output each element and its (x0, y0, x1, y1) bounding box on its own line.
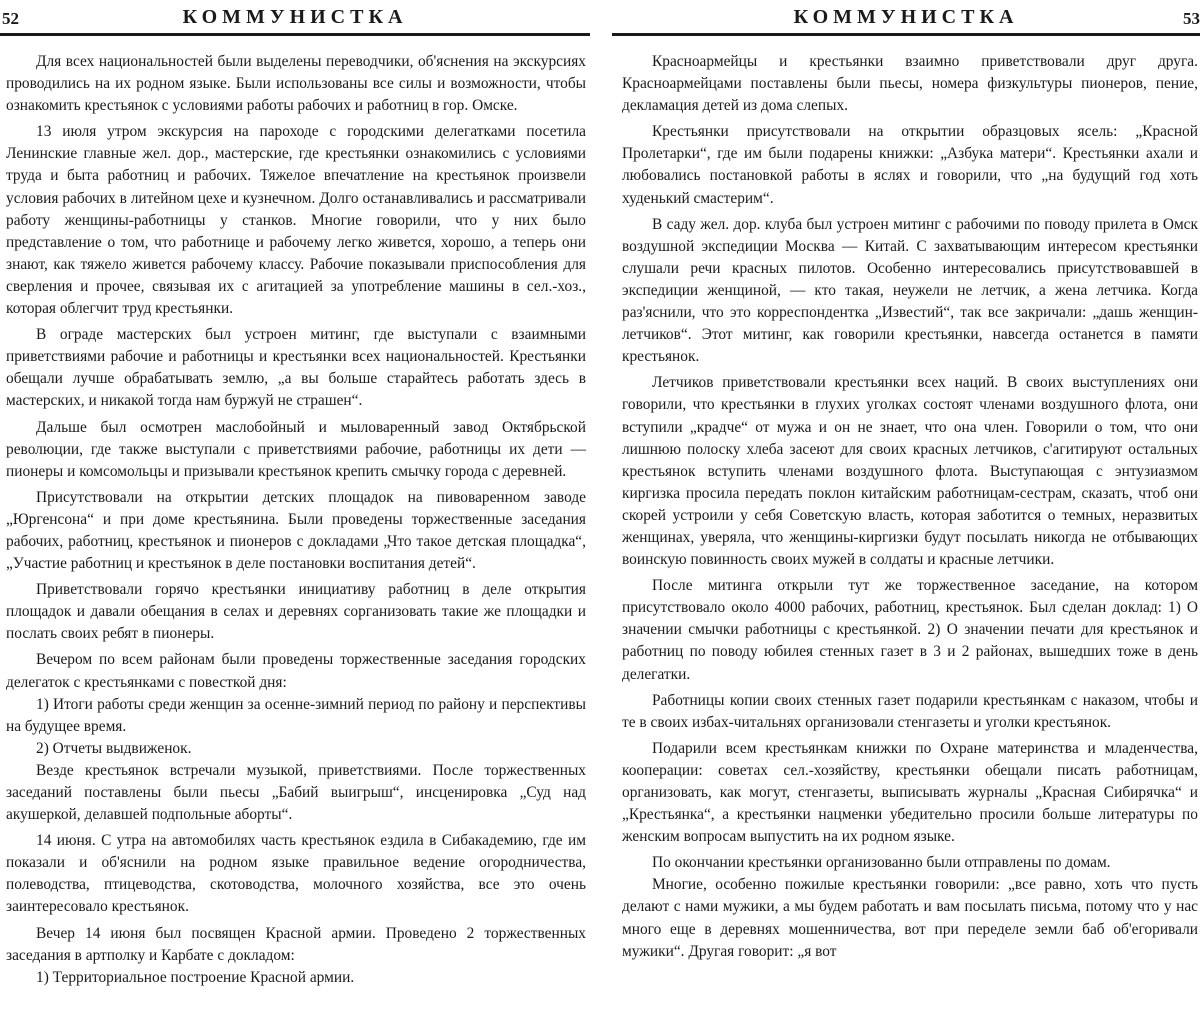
paragraph: Вечером по всем районам были проведены торжественные заседания городских делегаток с крестьянками с повесткой дня: (6, 651, 586, 691)
paragraph: Летчиков приветствовали крестьянки всех наций. В своих выступлениях они говорили, что крестьянки в глухих уголках состоят членами воздушного флота, они вступили „крадче“ от мужа и он не знает, что она член. Говорили о том, что они лишнюю полоску хлеба засеют для своих красных летчиков, с'агитируют остальных крестьянок вступить членами воздушного флота. Выступающая с энтузиазмом киргизка просила передать поклон китайским работницам-сестрам, сказать, чтоб они скорей устроили у себя Советскую власть, которая заботится о темных, неразвитых женщинах, уверяла, что женщины-киргизки будут посылать никогда не отбывающих воинскую повинность своих мужей в солдаты и красные летчики. (622, 374, 1198, 569)
paragraph: Крестьянки присутствовали на открытии образцовых ясель: „Красной Пролетарки“, где им были подарены книжки: „Азбука матери“. Крестьянки ахали и любовались постановкой работы в яслях и говорили, что „на будущий год хоть худенький смастерим“. (622, 123, 1198, 207)
paragraph: В ограде мастерских был устроен митинг, где выступали с взаимными приветствиями рабочие и работницы и крестьянки всех национальностей. Крестьянки обещали лучше обрабатывать землю, „а вы больше старайтесь работать здесь в мастерских, и никакой тогда нам буржуй не страшен“. (6, 326, 586, 410)
header-rule (0, 33, 590, 36)
left-page (0, 0, 590, 1033)
agenda-item: 1) Территориальное построение Красной армии. (36, 968, 355, 986)
header-rule (612, 33, 1200, 36)
page-number: 53 (1183, 9, 1200, 28)
paragraph: По окончании крестьянки организованно были отправлены по домам. (652, 854, 1111, 872)
paragraph: Подарили всем крестьянкам книжки по Охране материнства и младенчества, кооперации: советах сел.-хозяйству, крестьянки обещали писать работницам, организовать, как могут, стенгазеты, выписывать журналы „Красная Сибирячка“ и „Крестьянка“, а крестьянки нацменки убедительно просили больше литературы по женским вопросам выпустить на их родном языке. (622, 739, 1198, 846)
agenda-item: 1) Итоги работы среди женщин за осенне-зимний период по району и перспективы на будущее время. (6, 695, 586, 735)
paragraph: Работницы копии своих стенных газет подарили крестьянкам с наказом, чтобы и те в своих избах-читальнях организовали стенгазеты и уголки крестьянок. (622, 691, 1198, 731)
journal-title: КОММУНИСТКА (182, 6, 408, 28)
paragraph: Для всех национальностей были выделены переводчики, об'яснения на экскурсиях проводились на их родном языке. Были использованы все силы и возможности, чтобы ознакомить крестьянок с условиями работы рабочих и работниц в гор. Омске. (6, 53, 586, 115)
right-page (612, 0, 1200, 1033)
article-body (6, 51, 586, 989)
agenda-item: 2) Отчеты выдвиженок. (36, 739, 192, 757)
paragraph: Присутствовали на открытии детских площадок на пивоваренном заводе „Юргенсона“ и при доме крестьянина. Были проведены торжественные заседания рабочих, работниц, крестьянок и пионеров с докладами „Что такое детская площадка“, „Участие работниц и крестьянок в деле постановки воспитания детей“. (6, 488, 586, 573)
paragraph: В саду жел. дор. клуба был устроен митинг с рабочими по поводу прилета в Омск воздушной экспедиции Москва — Китай. С захватывающим интересом крестьянки слушали речи красных пилотов. Особенно интересовались присутствовавшей в экспедиции женщиной, — кто такая, неужели не летчик, а жена летчика. Когда раз'яснили, что это корреспондентка „Известий“, так все закричали: „дашь женщин-летчиков“. Этот митинг, как говорили крестьянки, навсегда останется в памяти крестьянок. (622, 215, 1198, 366)
paragraph: Везде крестьянок встречали музыкой, приветствиями. После торжественных заседаний поставлены были пьесы „Бабий выигрыш“, инсценировка „Суд над акушеркой, делавшей подпольные аборты“. (6, 761, 586, 824)
paragraph: Многие, особенно пожилые крестьянки говорили: „все равно, хоть что пусть делают с нами мужики, а мы будем работать и вам посылать письма, потому что у нас много еще в деревнях мошенничества, вот при переделе земли баб об'егоривали мужики“. Другая говорит: „я вот (622, 876, 1198, 960)
article-body (622, 51, 1198, 963)
paragraph: Дальше был осмотрен маслобойный и мыловаренный завод Октябрьской революции, где также выступали с приветствиями рабочие, работницы их дети — пионеры и комсомольцы и призывали крестьянок крепить смычку города с деревней. (6, 418, 586, 480)
paragraph: 14 июня. С утра на автомобилях часть крестьянок ездила в Сибакадемию, где им показали и об'яснили на родном языке правильное ведение огородничества, полеводства, птицеводства, скотоводства, молочного хозяйства, все это очень заинтересовало крестьянок. (6, 832, 586, 916)
paragraph: Красноармейцы и крестьянки взаимно приветствовали друг друга. Красноармейцами поставлены были пьесы, номера физкультуры пионеров, пение, декламация детей из дома слепых. (622, 53, 1198, 115)
paragraph: 13 июля утром экскурсия на пароходе с городскими делегатками посетила Ленинские главные жел. дор., мастерские, где крестьянки ознакомились с условиями труда и быта работниц и рабочих. Тяжелое впечатление на крестьянок произвели условия рабочих в литейном цехе и кузнечном. Долго останавливались и рассматривали работу женщины-работницы у станков. Многие говорили, что у них было представление о том, что работнице и рабочему легко живется, хорошо, а теперь они знают, как тяжело живется рабочему классу. Рабочие показывали приспособления для сверления и прочее, связывая их с агитацией за употребление машины в сел.-хоз., которая облегчит труд крестьянки. (6, 123, 586, 318)
paragraph: После митинга открыли тут же торжественное заседание, на котором присутствовало около 4000 рабочих, работниц, крестьянок. Был сделан доклад: 1) О значении смычки работницы с крестьянкой. 2) О значении печати для крестьянок и работниц по поводу юбилея стенных газет в 3 и 2 районах, вышедших тоже в день делегатки. (622, 577, 1198, 683)
page-number: 52 (2, 9, 19, 28)
journal-title: КОММУНИСТКА (793, 6, 1019, 28)
running-head (612, 6, 1200, 34)
running-head (0, 6, 590, 34)
paragraph: Приветствовали горячо крестьянки инициативу работниц в деле открытия площадок и давали обещания в селах и деревнях сорганизовать такие же площадки и послать своих ребят в пионеры. (6, 581, 586, 643)
paragraph: Вечер 14 июня был посвящен Красной армии. Проведено 2 торжественных заседания в артполку и Карбате с докладом: (6, 924, 586, 964)
